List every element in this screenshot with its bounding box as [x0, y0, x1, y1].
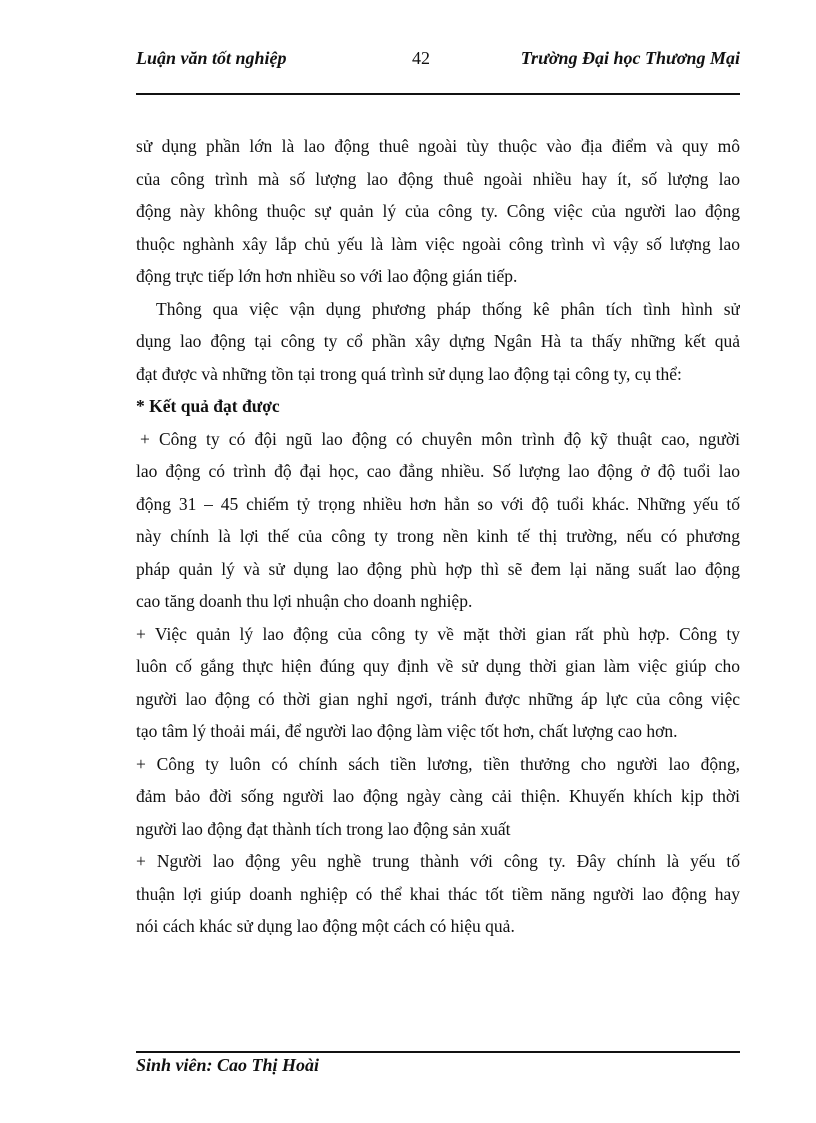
text-line: cao tăng doanh thu lợi nhuận cho doanh nghiệp.: [136, 591, 473, 611]
text-line: + Công ty có đội ngũ lao động có chuyên môn trình độ kỹ thuật cao, người: [140, 428, 740, 449]
text-line: đảm bảo đời sống người lao động ngày càng cải thiện. Khuyến khích kịp thời: [136, 786, 740, 806]
page-header: [136, 48, 740, 74]
text-line: thuộc nghành xây lắp chủ yếu là làm việc ngoài công trình vì vậy số lượng lao: [136, 233, 740, 254]
text-line: người lao động có thời gian nghỉ ngơi, tránh được những áp lực của công việc: [136, 688, 740, 709]
header-thesis-title: Luận văn tốt nghiệp: [136, 48, 287, 68]
text-line: thuận lợi giúp doanh nghiệp có thể khai thác tốt tiềm năng người lao động hay: [136, 883, 740, 904]
text-line: + Việc quản lý lao động của công ty về mặt thời gian rất phù hợp. Công ty: [136, 623, 740, 644]
page-number: 42: [412, 48, 430, 68]
text-line: sử dụng phần lớn là lao động thuê ngoài tùy thuộc vào địa điểm và quy mô: [136, 136, 740, 156]
text-line: này chính là lợi thế của công ty trong nền kinh tế thị trường, nếu có phương: [136, 526, 740, 546]
text-line: tạo tâm lý thoải mái, để người lao động làm việc tốt hơn, chất lượng cao hơn.: [136, 721, 678, 741]
text-line: động trực tiếp lớn hơn nhiều so với lao động gián tiếp.: [136, 266, 518, 286]
text-line: luôn cố gắng thực hiện đúng quy định về sử dụng thời gian làm việc giúp cho: [136, 656, 740, 676]
footer-divider: [136, 1051, 740, 1053]
text-line: dụng lao động tại công ty cổ phần xây dựng Ngân Hà ta thấy những kết quả: [136, 331, 740, 351]
header-divider: [136, 93, 740, 95]
text-line: động 31 – 45 chiếm tỷ trọng nhiều hơn hẳn so với độ tuổi khác. Những yếu tố: [136, 493, 740, 514]
text-line: Thông qua việc vận dụng phương pháp thống kê phân tích tình hình sử: [156, 298, 740, 319]
text-line: nói cách khác sử dụng lao động một cách có hiệu quả.: [136, 916, 515, 936]
text-line: + Người lao động yêu nghề trung thành với công ty. Đây chính là yếu tố: [136, 851, 740, 871]
text-line: động này không thuộc sự quản lý của công ty. Công việc của người lao động: [136, 201, 740, 221]
section-heading: * Kết quả đạt được: [136, 396, 280, 416]
text-line: + Công ty luôn có chính sách tiền lương, tiền thưởng cho người lao động,: [136, 753, 740, 774]
text-line: của công trình mà số lượng lao động thuê ngoài nhiều hay ít, số lượng lao: [136, 168, 740, 189]
text-line: lao động có trình độ đại học, cao đẳng nhiều. Số lượng lao động ở độ tuổi lao: [136, 461, 740, 481]
footer-student: Sinh viên: Cao Thị Hoài: [136, 1055, 320, 1075]
text-line: người lao động đạt thành tích trong lao động sản xuất: [136, 818, 511, 839]
document-body: [136, 130, 740, 943]
text-line: đạt được và những tồn tại trong quá trình sử dụng lao động tại công ty, cụ thể:: [136, 363, 682, 384]
header-university: Trường Đại học Thương Mại: [520, 48, 740, 68]
text-line: pháp quản lý và sử dụng lao động phù hợp thì sẽ đem lại năng suất lao động: [136, 558, 740, 579]
